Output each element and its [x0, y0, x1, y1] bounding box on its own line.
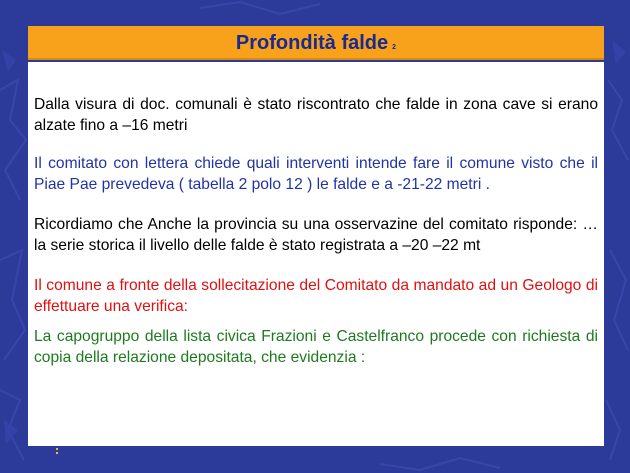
paragraph-capogruppo-richiesta: La capogruppo della lista civica Frazioni e Castelfranco procede con richiesta di copia della relazione depositata, che evidenzia : — [34, 328, 598, 366]
title-bar — [28, 26, 604, 60]
paragraph-comune-geologo: Il comune a fronte della sollecitazione del Comitato da mandato ad un Geologo di effettuare una verifica: — [34, 277, 598, 315]
paragraph-falde-alzate: Dalla visura di doc. comunali è stato riscontrato che falde in zona cave si erano alzate fino a –16 metri — [34, 96, 598, 134]
slide-content — [28, 62, 604, 446]
left-marker-bottom — [56, 448, 59, 457]
slide-title: Profondità falde — [235, 32, 389, 54]
paragraph-comitato-lettera: Il comitato con lettera chiede quali interventi intende fare il comune visto che il Piae Pae prevedeva ( tabella 2 polo 12 ) le falde e a -21-22 metri . — [34, 155, 598, 193]
paragraph-provincia-risposta: Ricordiamo che Anche la provincia su una osservazine del comitato risponde: …la serie storica il livello delle falde è stato registrata a –20 –22 mt — [34, 216, 598, 254]
slide-title-superscript: 2 — [392, 44, 397, 51]
